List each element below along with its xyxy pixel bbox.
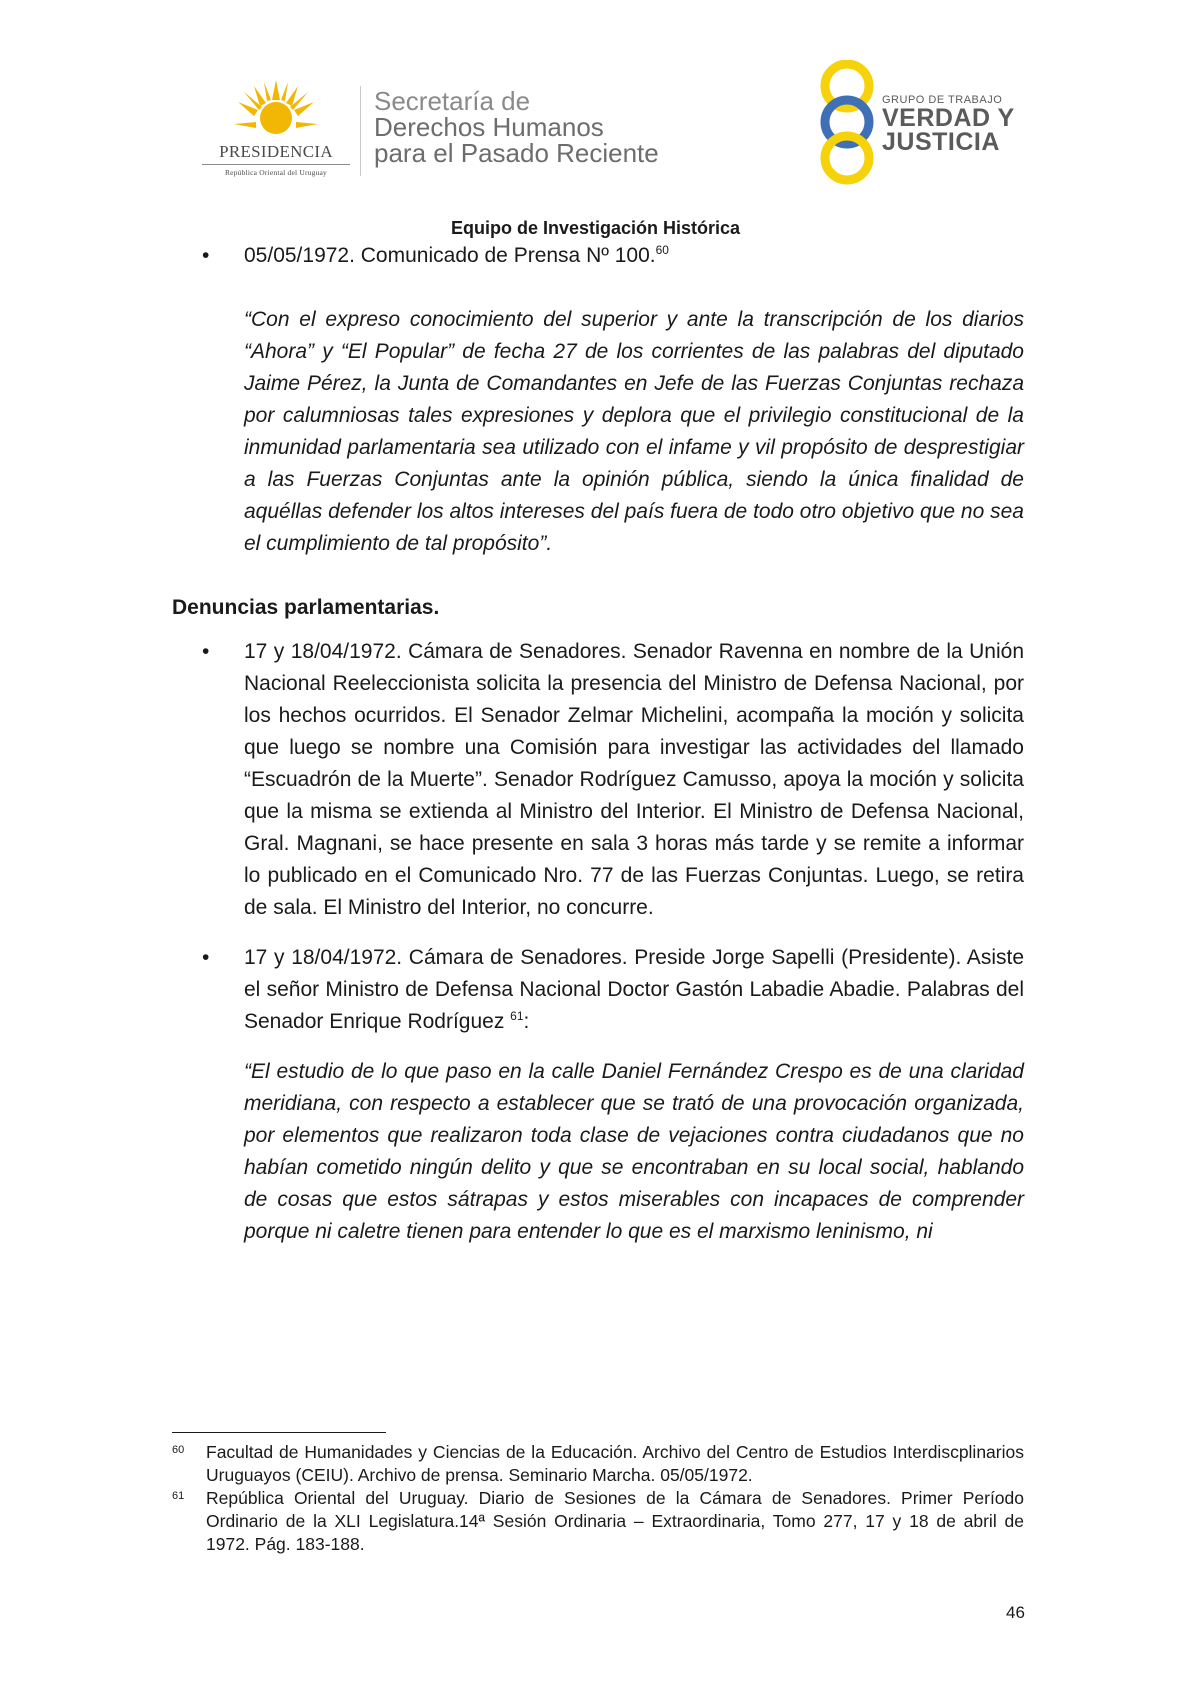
secretaria-logo-text	[374, 88, 659, 166]
page-header	[0, 0, 1191, 220]
item-text-tail: :	[523, 1010, 530, 1033]
item-text: 05/05/1972. Comunicado de Prensa Nº 100.	[244, 244, 656, 267]
footnote	[172, 1441, 1024, 1487]
presidencia-logo	[196, 78, 356, 178]
logo-divider	[360, 86, 361, 176]
team-title: Equipo de Investigación Histórica	[450, 218, 741, 238]
bullet-marker: •	[202, 640, 210, 663]
secretaria-line-1: Secretaría de	[374, 86, 531, 116]
secretaria-line-2: Derechos Humanos	[374, 112, 604, 142]
verdad-justicia-wordmark	[882, 94, 1015, 154]
sun-icon	[234, 78, 318, 142]
bullet-marker: •	[202, 244, 210, 267]
presidencia-subtitle: República Oriental del Uruguay	[224, 168, 327, 177]
presidencia-name: PRESIDENCIA	[219, 142, 333, 161]
list-item-text	[244, 942, 1024, 1038]
bullet-marker: •	[202, 946, 210, 969]
footnote-text: Facultad de Humanidades y Ciencias de la Educación. Archivo del Centro de Estudios Interdiscplinarios Uruguayos (CEIU). Archivo de prensa. Seminario Marcha. 05/05/1972.	[206, 1442, 1024, 1485]
footnote-number: 61	[172, 1490, 185, 1502]
list-item-text	[244, 240, 1024, 272]
page-number: 46	[1006, 1603, 1025, 1622]
grupo-label: GRUPO DE TRABAJO	[882, 94, 1003, 106]
footnote-divider	[172, 1432, 386, 1433]
list-item	[172, 636, 1024, 924]
interlocking-rings-icon	[812, 60, 882, 190]
item-text: 17 y 18/04/1972. Cámara de Senadores. Preside Jorge Sapelli (Presidente). Asiste el señor Ministro de Defensa Nacional Doctor Gastón Labadie Abadie. Palabras del Senador Enrique Rodríguez	[244, 946, 1024, 1033]
verdad-label: VERDAD Y	[882, 104, 1015, 132]
footnote-ref: 60	[655, 243, 669, 257]
justicia-label: JUSTICIA	[882, 128, 1000, 156]
block-quote: “Con el expreso conocimiento del superior y ante la transcripción de los diarios “Ahora” y “El Popular” de fecha 27 de los corrientes de las palabras del diputado Jaime Pérez, la Junta de Comandantes en Jefe de las Fuerzas Conjuntas rechaza por calumniosas tales expresiones y deplora que el privilegio constitucional de la inmunidad parlamentaria sea utilizado con el infame y vil propósito de desprestigiar a las Fuerzas Conjuntas ante la opinión pública, siendo la única finalidad de aquéllas defender los altos intereses del país fuera de todo otro objetivo que no sea el cumplimiento de tal propósito”.	[244, 308, 1024, 555]
footnote	[172, 1487, 1024, 1556]
block-quote: “El estudio de lo que paso en la calle Daniel Fernández Crespo es de una claridad meridiana, con respecto a establecer que se trató de una provocación organizada, por elementos que realizaron toda clase de vejaciones contra ciudadanos que no habían cometido ningún delito y que se encontraban en su local social, hablando de cosas que estos sátrapas y estos miserables con incapaces de comprender porque ni caletre tienen para entender lo que es el marxismo leninismo, ni	[244, 1060, 1024, 1243]
footnote-number: 60	[172, 1444, 185, 1456]
list-item-text: 17 y 18/04/1972. Cámara de Senadores. Senador Ravenna en nombre de la Unión Nacional Reeleccionista solicita la presencia del Ministro de Defensa Nacional, por los hechos ocurridos. El Senador Zelmar Michelini, acompaña la moción y solicita que luego se nombre una Comisión para investigar las actividades del llamado “Escuadrón de la Muerte”. Senador Rodríguez Camusso, apoya la moción y solicita que la misma se extienda al Ministro del Interior. El Ministro de Defensa Nacional, Gral. Magnani, se hace presente en sala 3 horas más tarde y se remite a informar lo publicado en el Comunicado Nro. 77 de las Fuerzas Conjuntas. Luego, se retira de sala. El Ministro del Interior, no concurre.	[244, 640, 1024, 919]
document-body	[172, 240, 1024, 1248]
footnote-text: República Oriental del Uruguay. Diario de Sesiones de la Cámara de Senadores. Primer Período Ordinario de la XLI Legislatura.14ª Sesión Ordinaria – Extraordinaria, Tomo 277, 17 y 18 de abril de 1972. Pág. 183-188.	[206, 1488, 1024, 1554]
section-heading: Denuncias parlamentarias.	[172, 596, 440, 619]
list-item	[172, 942, 1024, 1038]
footnote-ref: 61	[510, 1009, 524, 1023]
secretaria-line-3: para el Pasado Reciente	[374, 138, 659, 168]
footnotes	[172, 1441, 1024, 1556]
list-item	[172, 240, 1024, 272]
presidencia-rule	[202, 164, 350, 165]
verdad-justicia-logo	[812, 60, 1032, 190]
